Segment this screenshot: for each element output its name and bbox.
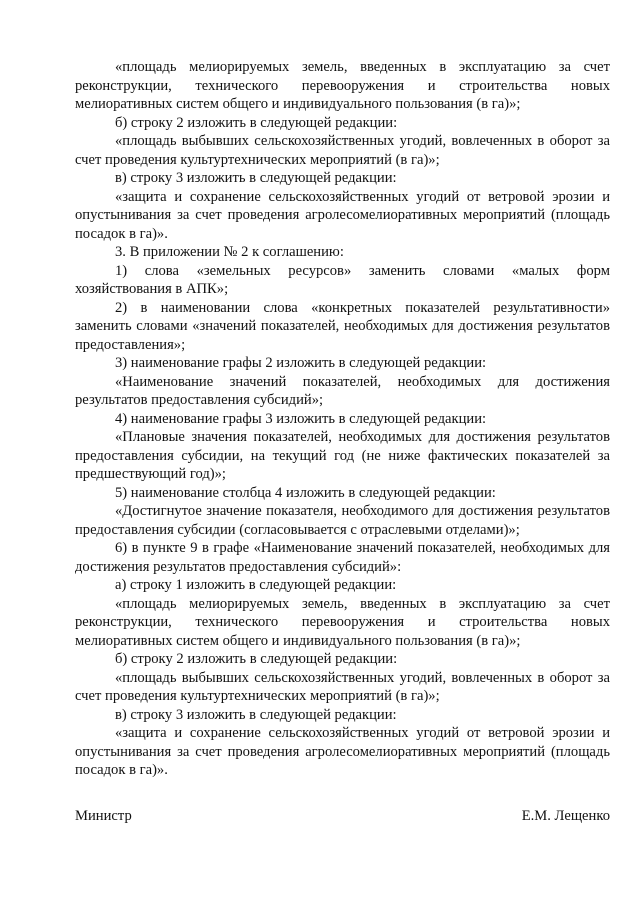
paragraph-4: в) строку 3 изложить в следующей редакции: [115,170,397,186]
paragraph-7: 1) слова «земельных ресурсов» заменить словами «малых форм хозяйствования в АПК»; [75,262,610,297]
paragraph-16: а) строку 1 изложить в следующей редакции: [115,577,397,593]
paragraph-3: «площадь выбывших сельскохозяйственных угодий, вовлеченных в оборот за счет проведения культуртехнических мероприятий (в га)»; [75,133,610,168]
paragraph-21: «защита и сохранение сельскохозяйственных угодий от ветровой эрозии и опустынивания за счет проведения агролесомелиоративных мероприятий (площадь посадок в га)». [75,725,610,778]
paragraph-19: «площадь выбывших сельскохозяйственных угодий, вовлеченных в оборот за счет проведения культуртехнических мероприятий (в га)»; [75,669,610,704]
paragraph-10: «Наименование значений показателей, необходимых для достижения результатов предоставления субсидий»; [75,373,610,408]
paragraph-20: в) строку 3 изложить в следующей редакции: [115,706,397,723]
signature-position: Министр [75,808,132,824]
paragraph-1: «площадь мелиорируемых земель, введенных в эксплуатацию за счет реконструкции, технического перевооружения и строительства новых мелиоративных систем общего и индивидуального пользования (в га)»; [75,59,610,112]
paragraph-5: «защита и сохранение сельскохозяйственных угодий от ветровой эрозии и опустынивания за счет проведения агролесомелиоративных мероприятий (площадь посадок в га)». [75,188,610,242]
paragraph-9: 3) наименование графы 2 изложить в следующей редакции: [115,355,487,371]
paragraph-12: «Плановые значения показателей, необходимых для достижения результатов предоставления субсидии, на текущий год (не ниже фактических показателей за предшествующий год)»; [75,429,610,482]
paragraph-14: «Достигнутое значение показателя, необходимого для достижения результатов предоставления субсидии (согласовывается с отраслевыми отделами)»; [75,503,610,538]
paragraph-17: «площадь мелиорируемых земель, введенных в эксплуатацию за счет реконструкции, технического перевооружения и строительства новых мелиоративных систем общего и индивидуального пользования (в га)»; [75,595,610,649]
paragraph-8: 2) в наименовании слова «конкретных показателей результативности» заменить словами «значений показателей, необходимых для достижения результатов предоставления»; [75,299,610,353]
signature-block [75,807,610,826]
paragraph-11: 4) наименование графы 3 изложить в следующей редакции: [115,410,487,427]
document-body [75,58,610,780]
signature-name: Е.М. Лещенко [521,808,610,824]
paragraph-2: б) строку 2 изложить в следующей редакции: [115,114,398,131]
paragraph-15: 6) в пункте 9 в графе «Наименование значений показателей, необходимых для достижения результатов предоставления субсидий»: [75,540,610,575]
paragraph-13: 5) наименование столбца 4 изложить в следующей редакции: [115,484,496,501]
paragraph-6: 3. В приложении № 2 к соглашению: [115,244,344,260]
paragraph-18: б) строку 2 изложить в следующей редакции: [115,651,398,667]
